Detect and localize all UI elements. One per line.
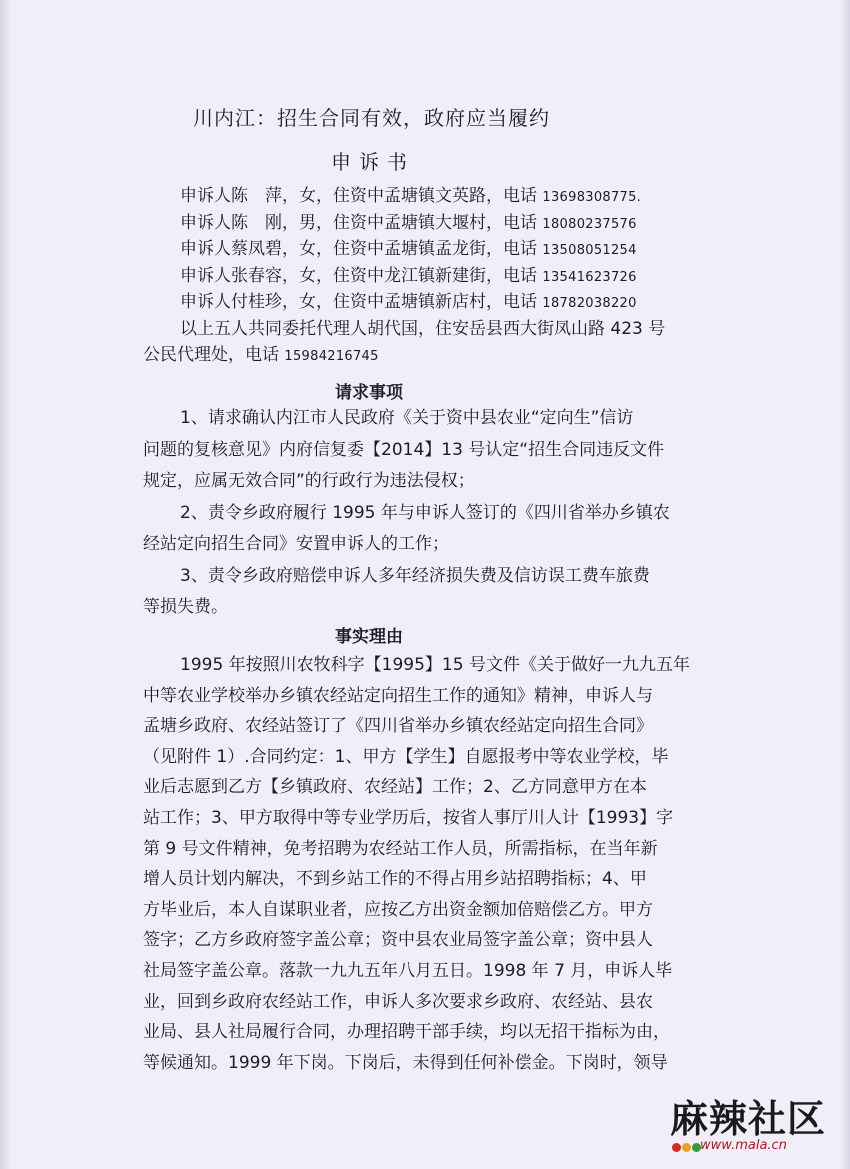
- text-line: 方毕业后，本人自谋职业者，应按乙方出资金额加倍赔偿乙方。甲方: [143, 899, 653, 920]
- facts-heading: 事实理由: [335, 627, 403, 647]
- phone-number: 13508051254: [542, 243, 637, 259]
- text-line: 1、请求确认内江市人民政府《关于资中县农业“定向生”信访: [180, 408, 634, 428]
- facts-body: [143, 650, 690, 1078]
- agent-line: 公民代理处，电话 15984216745: [143, 345, 379, 365]
- text-line: 2、责令乡政府履行 1995 年与申诉人签订的《四川省举办乡镇农: [180, 502, 670, 523]
- agent-line: 以上五人共同委托代理人胡代国，住安岳县西大街凤山路 423 号: [180, 319, 666, 339]
- text-line: 业局、县人社局履行合同，办理招聘干部手续，均以无招干指标为由，: [143, 1022, 670, 1043]
- document-title: 川内江：招生合同有效，政府应当履约: [193, 106, 550, 130]
- text-line: 站工作；3、甲方取得中等专业学历后，按省人事厅川人计【1993】字: [143, 807, 674, 828]
- phone-number: 15984216745: [284, 349, 379, 364]
- appellant-line: 申诉人付桂珍，女，住资中孟塘镇新店村，电话 18782038220: [180, 292, 637, 313]
- requests-heading: 请求事项: [335, 383, 403, 403]
- text-line: 中等农业学校举办乡镇农经站定向招生工作的通知》精神，申诉人与: [143, 685, 653, 706]
- phone-number: 13541623726: [542, 269, 637, 285]
- text-line: 问题的复核意见》内府信复委【2014】13 号认定“招生合同违反文件: [143, 439, 665, 460]
- text-line: 增人员计划内解决，不到乡站工作的不得占用乡站招聘指标；4、甲: [143, 869, 647, 890]
- text-line: 业，回到乡政府农经站工作，申诉人多次要求乡政府、农经站、县农: [143, 991, 653, 1012]
- page-edge-right: [840, 0, 850, 1169]
- phone-number: 18782038220: [542, 296, 637, 312]
- text-line: 签字；乙方乡政府签字盖公章；资中县农业局签字盖公章；资中县人: [143, 930, 653, 951]
- text-line: 等候通知。1999 年下岗。下岗后，未得到任何补偿金。下岗时，领导: [143, 1052, 668, 1073]
- page-edge-left: [0, 0, 12, 1169]
- text-line: 社局签字盖公章。落款一九九五年八月五日。1998 年 7 月，申诉人毕: [143, 960, 673, 981]
- document-subtitle: 申诉书: [331, 150, 415, 174]
- agent-paragraph: [143, 316, 743, 370]
- requests-body: [143, 403, 670, 624]
- text-line: 1995 年按照川农牧科字【1995】15 号文件《关于做好一九九五年: [180, 655, 690, 675]
- watermark-logo-text: 麻辣社区: [670, 1096, 827, 1141]
- text-line: 3、责令乡政府赔偿申诉人多年经济损失费及信访误工费车旅费: [180, 565, 650, 586]
- appellant-line: 申诉人陈 刚，男，住资中孟塘镇大堰村，电话 18080237576: [180, 212, 637, 233]
- text-line: 规定，应属无效合同”的行政行为违法侵权；: [143, 471, 475, 491]
- appellant-list: [180, 183, 740, 316]
- site-watermark: [670, 1088, 846, 1160]
- logo-dot-icon: [682, 1143, 691, 1152]
- text-line: 孟塘乡政府、农经站签订了《四川省举办乡镇农经站定向招生合同》: [143, 716, 653, 737]
- watermark-url: www.mala.cn: [700, 1138, 787, 1153]
- text-line: 等损失费。: [143, 597, 228, 617]
- appellant-line: 申诉人蔡凤碧，女，住资中孟塘镇孟龙街，电话 13508051254: [180, 239, 637, 260]
- phone-number: 18080237576: [542, 216, 637, 232]
- logo-dot-icon: [672, 1143, 681, 1152]
- text-line: （见附件 1）.合同约定：1、甲方【学生】自愿报考中等农业学校，毕: [143, 746, 669, 767]
- appellant-line: 申诉人张春容，女，住资中龙江镇新建街，电话 13541623726: [180, 265, 637, 286]
- text-line: 经站定向招生合同》安置申诉人的工作；: [143, 534, 449, 554]
- text-line: 业后志愿到乙方【乡镇政府、农经站】工作；2、乙方同意甲方在本: [143, 777, 647, 798]
- appellant-line: 申诉人陈 萍，女，住资中孟塘镇文英路，电话 13698308775.: [180, 186, 642, 206]
- text-line: 第 9 号文件精神，免考招聘为农经站工作人员，所需指标，在当年新: [143, 838, 658, 859]
- phone-number: 13698308775.: [542, 190, 642, 205]
